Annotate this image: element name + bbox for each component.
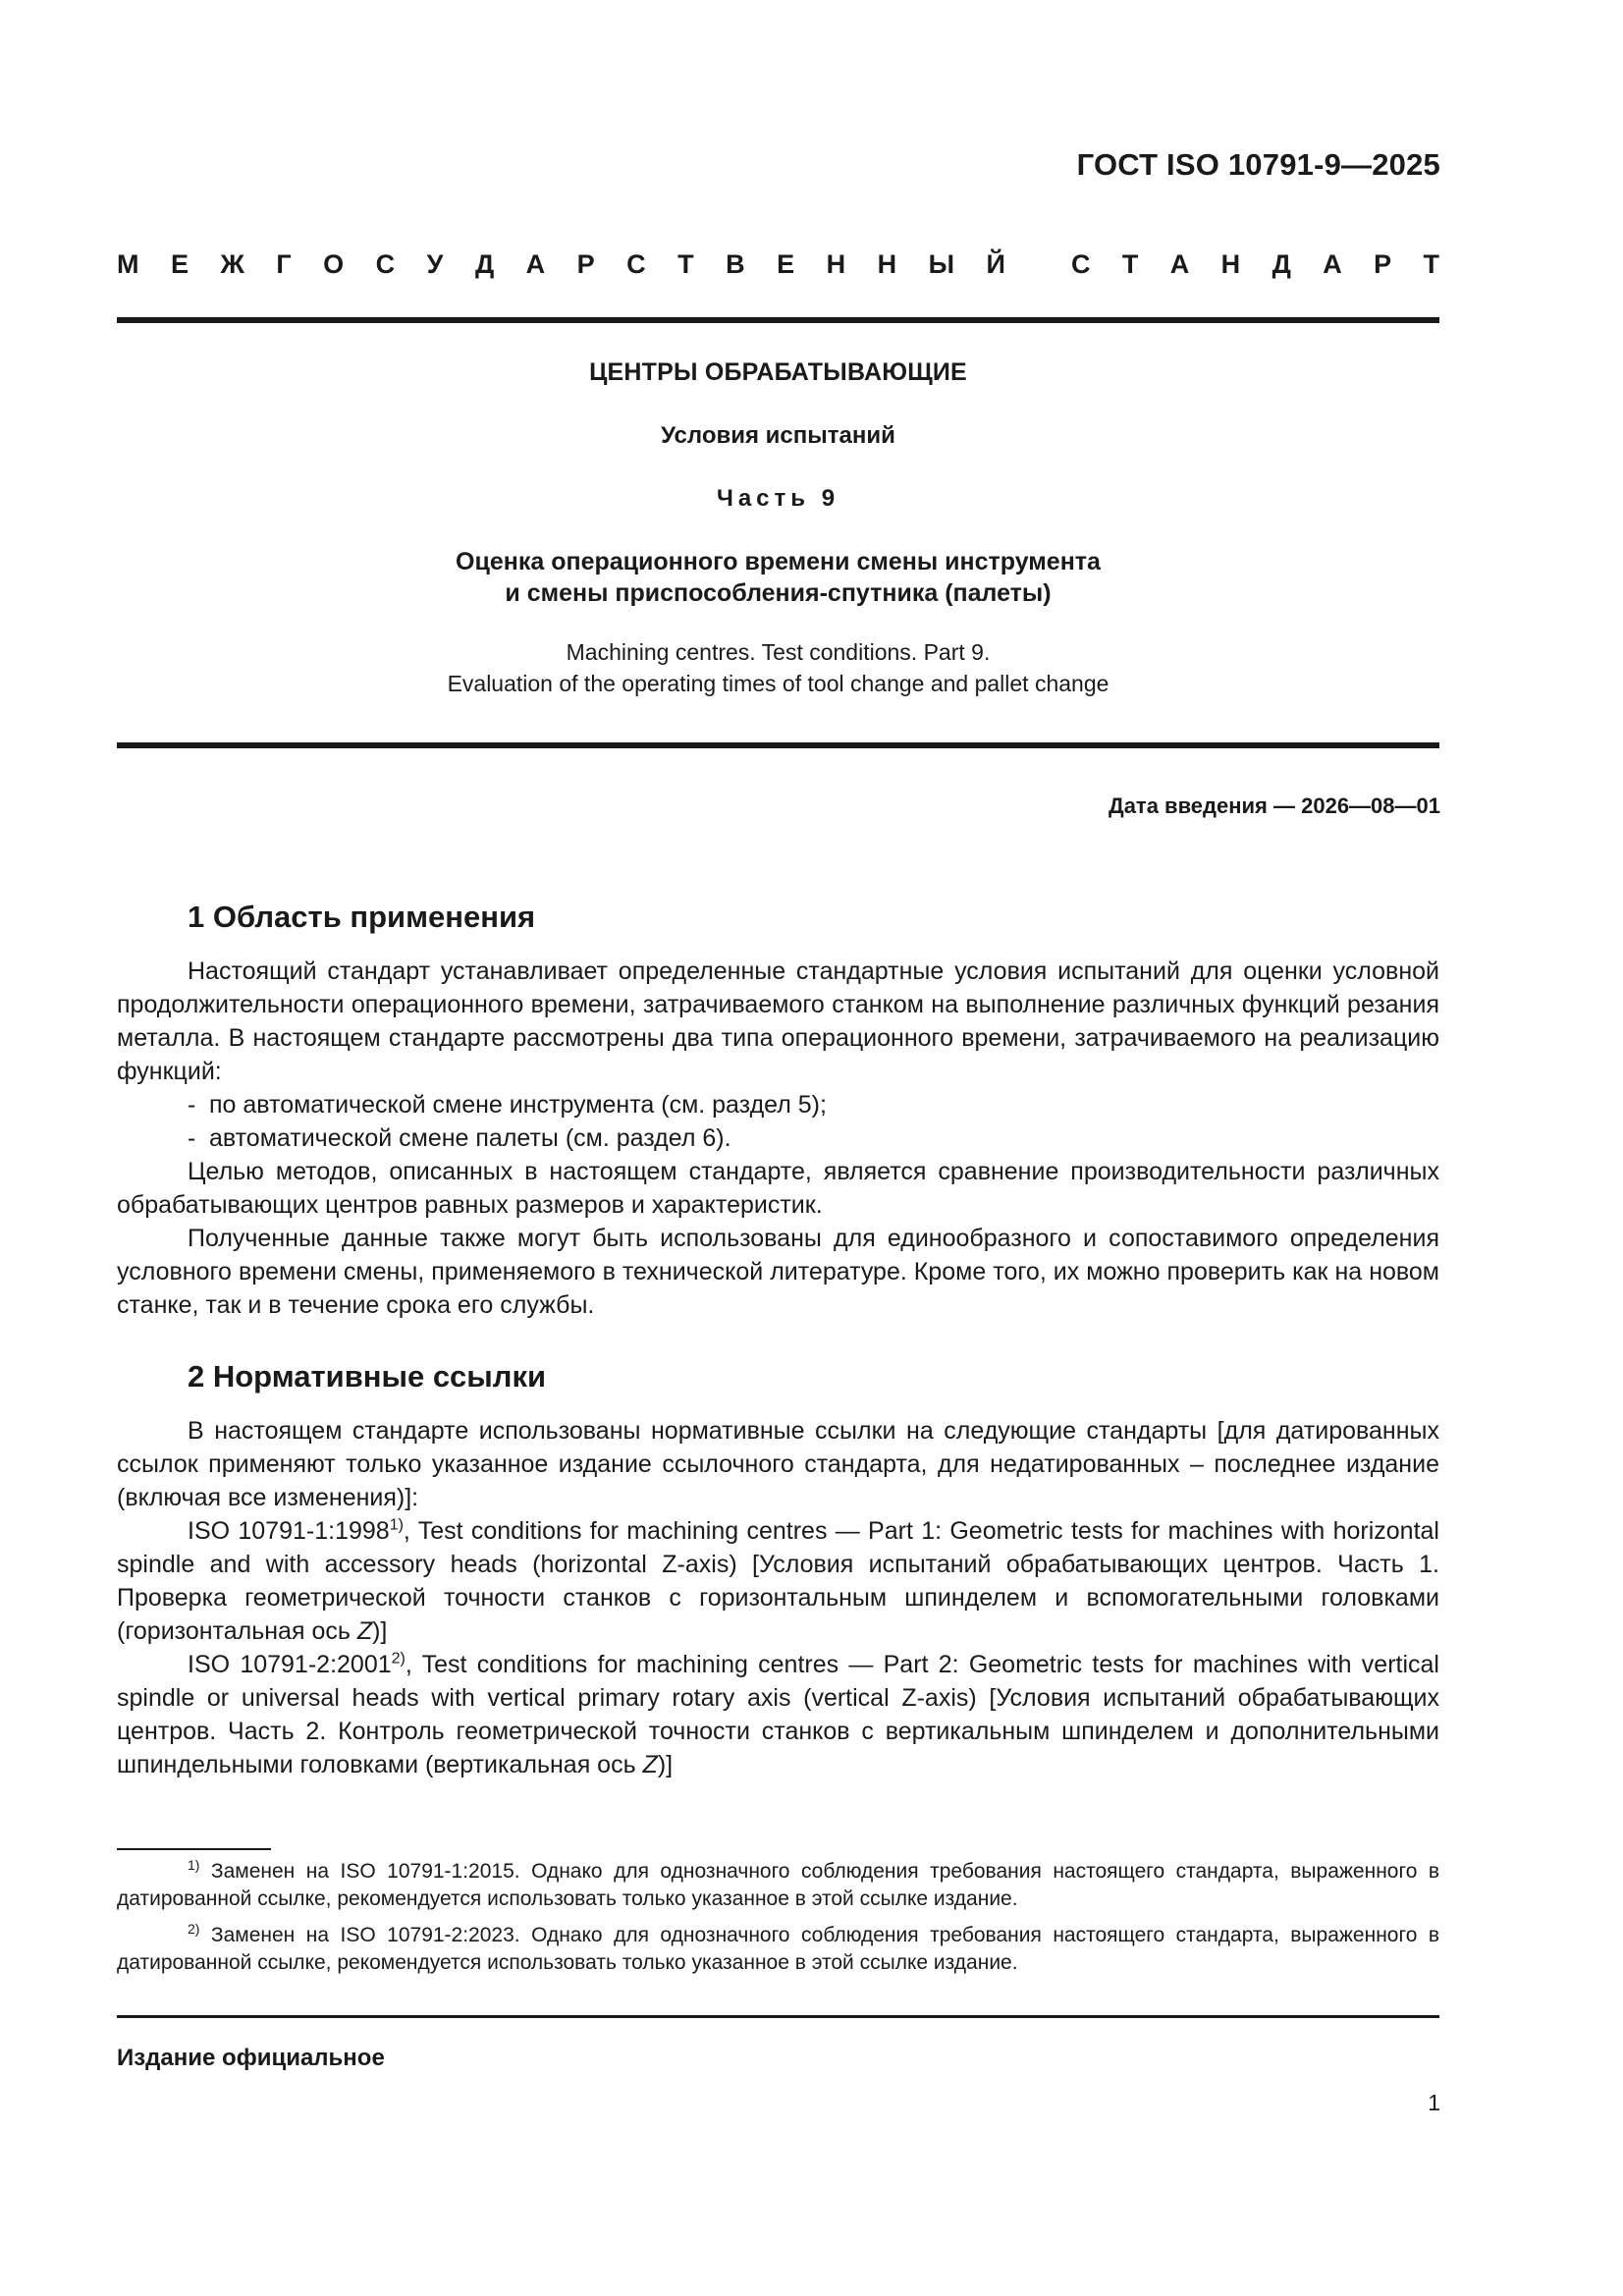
list-dash: - (188, 1124, 196, 1152)
main-content (117, 900, 1439, 1781)
banner-letter: Д (474, 249, 495, 279)
section-2-paragraph-1: В настоящем стандарте использованы нормативные ссылки на следующие стандарты [для датированных ссылок применяют только указанное издание ссылочного стандарта, для недатированных – последнее издание (включая все изменения)]: (117, 1417, 1439, 1511)
banner-letter: Н (826, 249, 846, 279)
footnote-text: Заменен на ISO 10791-2:2023. Однако для однозначного соблюдения требования настоящего стандарта, выраженного в датированной ссылке, рекомендуется использовать только указанное в этой ссылке издание. (117, 1924, 1439, 1974)
banner-letter: Т (1121, 249, 1139, 279)
footnote-mark: 2) (188, 1921, 200, 1937)
title-subtitle: Условия испытаний (661, 422, 895, 449)
banner-letter: Е (777, 249, 795, 279)
title-description-line1: Оценка операционного времени смены инструмента (456, 548, 1101, 575)
list-item-text: по автоматической смене инструмента (см. раздел 5); (209, 1091, 827, 1119)
banner-letter: С (1071, 249, 1091, 279)
banner-letter: Г (276, 249, 292, 279)
banner-letter: Е (170, 249, 189, 279)
title-english (117, 636, 1439, 699)
banner-letter: Р (1374, 249, 1392, 279)
banner-word-standard (1071, 249, 1439, 280)
banner-letter: У (426, 249, 444, 279)
banner-letter: Д (1271, 249, 1291, 279)
banner-letter: С (626, 249, 646, 279)
reference-iso-10791-1 (117, 1514, 1439, 1648)
introduction-date: Дата введения — 2026—08—01 (1109, 793, 1440, 818)
page-number: 1 (1428, 2090, 1440, 2115)
footnote-marker: 1) (389, 1516, 404, 1534)
document-number: ГОСТ ISO 10791-9—2025 (1076, 147, 1440, 182)
banner-letter: Ж (220, 249, 244, 279)
top-divider (117, 317, 1439, 323)
standard-banner (117, 249, 1439, 280)
footnotes (117, 1858, 1439, 1986)
list-item-text: автоматической смене палеты (см. раздел 6). (209, 1124, 731, 1152)
footnote-mark: 1) (188, 1857, 200, 1873)
title-part: Часть 9 (716, 485, 840, 512)
footnote-separator (117, 1848, 271, 1850)
list-item (188, 1121, 1439, 1155)
axis-label: Z (642, 1751, 658, 1778)
reference-end: )] (657, 1751, 674, 1778)
section-1-heading: 1 Область применения (188, 900, 536, 934)
section-2-heading: 2 Нормативные ссылки (188, 1359, 547, 1394)
footnote-2 (117, 1922, 1439, 1977)
banner-letter: В (726, 249, 745, 279)
title-description (117, 546, 1439, 609)
reference-iso-10791-2 (117, 1648, 1439, 1781)
official-edition-label: Издание официальное (117, 2045, 385, 2071)
banner-letter: А (525, 249, 546, 279)
bottom-divider (117, 2015, 1439, 2018)
footnote-1 (117, 1858, 1439, 1913)
banner-word-interstate (117, 249, 1005, 280)
list-dash: - (188, 1091, 196, 1119)
reference-code: ISO 10791-1:1998 (188, 1517, 390, 1545)
banner-letter: А (1323, 249, 1342, 279)
section-1-paragraph-2: Целью методов, описанных в настоящем стандарте, является сравнение производительности различных обрабатывающих центров равных размеров и характеристик. (117, 1158, 1439, 1219)
reference-text: , Test conditions for machining centres — Part 1: Geometric tests for machines with horizontal spindle and with accessory heads (horizontal Z-axis) [Условия испытаний обрабатывающих центров. Часть 1. Проверка геометрической точности станков с горизонтальным шпинделем и вспомогательными головками (горизонтальная ось (117, 1517, 1439, 1645)
reference-code: ISO 10791-2:2001 (188, 1651, 392, 1678)
banner-letter: С (375, 249, 396, 279)
title-description-line2: и смены приспособления-спутника (палеты) (505, 579, 1052, 607)
banner-letter: М (117, 249, 139, 279)
title-english-line1: Machining centres. Test conditions. Part 9. (566, 639, 991, 665)
reference-text: , Test conditions for machining centres — Part 2: Geometric tests for machines with vertical spindle or universal heads with vertical primary rotary axis (vertical Z-axis) [Условия испытаний обрабатывающих центров. Часть 2. Контроль геометрической точности станков с вертикальным шпинделем и дополнительными шпиндельными головками (вертикальная ось (117, 1651, 1439, 1778)
banner-letter: Р (576, 249, 595, 279)
banner-letter: Н (877, 249, 897, 279)
title-divider (117, 742, 1439, 748)
axis-label: Z (356, 1617, 373, 1645)
banner-letter: Н (1220, 249, 1241, 279)
footnote-text: Заменен на ISO 10791-1:2015. Однако для однозначного соблюдения требования настоящего стандарта, выраженного в датированной ссылке, рекомендуется использовать только указанное в этой ссылке издание. (117, 1860, 1439, 1910)
title-main: ЦЕНТРЫ ОБРАБАТЫВАЮЩИЕ (589, 358, 967, 386)
title-english-line2: Evaluation of the operating times of tool change and pallet change (447, 671, 1109, 696)
section-1-paragraph-3: Полученные данные также могут быть использованы для единообразного и сопоставимого определения условного времени смены, применяемого в технической литературе. Кроме того, их можно проверить как на новом станке, так и в течение срока его службы. (117, 1225, 1439, 1319)
banner-letter: Т (1423, 249, 1439, 279)
list-item (188, 1088, 1439, 1121)
banner-letter: Ы (928, 249, 955, 279)
section-1-paragraph-1: Настоящий стандарт устанавливает определенные стандартные условия испытаний для оценки условной продолжительности операционного времени, затрачиваемого станком на выполнение различных функций резания металла. В настоящем стандарте рассмотрены два типа операционного времени, затрачиваемого на реализацию функций: (117, 957, 1439, 1085)
reference-end: )] (372, 1617, 388, 1645)
title-block (117, 349, 1439, 699)
banner-letter: Т (677, 249, 694, 279)
banner-letter: А (1169, 249, 1190, 279)
banner-letter: Й (986, 249, 1005, 279)
footnote-marker: 2) (391, 1650, 406, 1667)
banner-letter: О (323, 249, 345, 279)
